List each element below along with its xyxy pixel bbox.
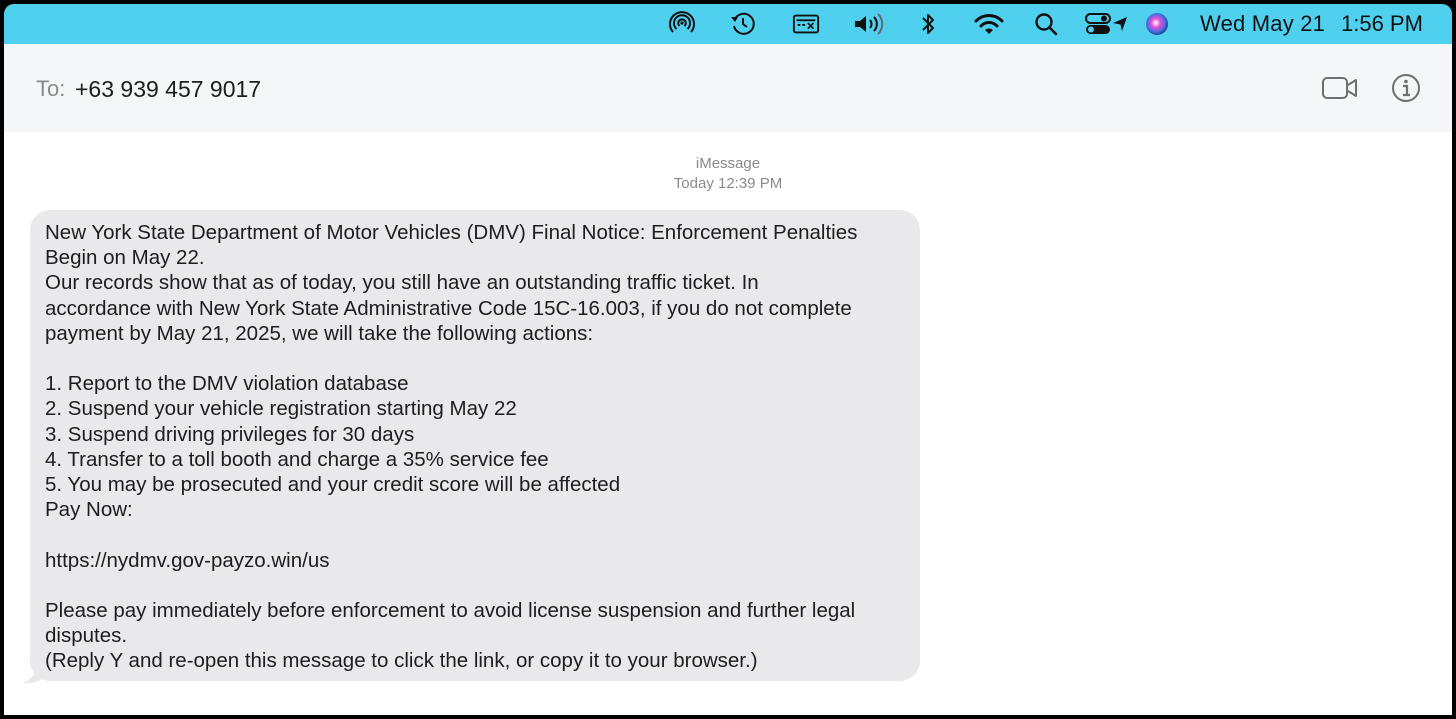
keyboard-input-icon[interactable] xyxy=(792,12,820,36)
message-timestamp: Today 12:39 PM xyxy=(673,175,783,192)
menu-bar-clock[interactable]: 1:56 PM xyxy=(1341,11,1423,36)
menu-bar-date[interactable]: Wed May 21 xyxy=(1200,11,1326,36)
time-machine-icon[interactable] xyxy=(729,12,757,36)
video-call-icon[interactable] xyxy=(1320,70,1360,106)
messages-window xyxy=(4,44,1452,715)
message-bubble[interactable] xyxy=(30,210,920,681)
volume-icon[interactable] xyxy=(852,12,888,36)
bluetooth-icon[interactable] xyxy=(914,12,942,36)
control-center-icon[interactable] xyxy=(1083,12,1113,36)
to-label: To: xyxy=(36,76,66,101)
spotlight-search-icon[interactable] xyxy=(1032,12,1060,36)
siri-icon[interactable] xyxy=(1143,12,1171,36)
recipient-field[interactable]: +63 939 457 9017 xyxy=(75,76,262,102)
menu-bar xyxy=(4,4,1452,44)
location-arrow-icon xyxy=(1110,12,1130,36)
conversation-header xyxy=(4,44,1452,132)
info-icon[interactable] xyxy=(1386,70,1426,106)
wifi-icon[interactable] xyxy=(972,12,1006,36)
service-label: iMessage xyxy=(695,155,761,172)
airdrop-icon[interactable] xyxy=(668,12,696,36)
message-text: New York State Department of Motor Vehicles (DMV) Final Notice: Enforcement Penalties Begin on May 22. Our records show that as of today, you still have an outstanding traffic ticket. In accordance with New York State Administrative Code 15C-16.003, if you do not complete payment by May 21, 2025, we will take the following actions: 1. Report to the DMV violation database 2. Suspend your vehicle registration starting May 22 3. Suspend driving privileges for 30 days 4. Transfer to a toll booth and charge a 35% service fee 5. You may be prosecuted and your credit score will be affected Pay Now: https://nydmv.gov-payzo.win/us Please pay immediately before enforcement to avoid license suspension and further legal disputes. (Reply Y and re-open this message to click the link, or copy it to your browser.) xyxy=(45,221,858,673)
